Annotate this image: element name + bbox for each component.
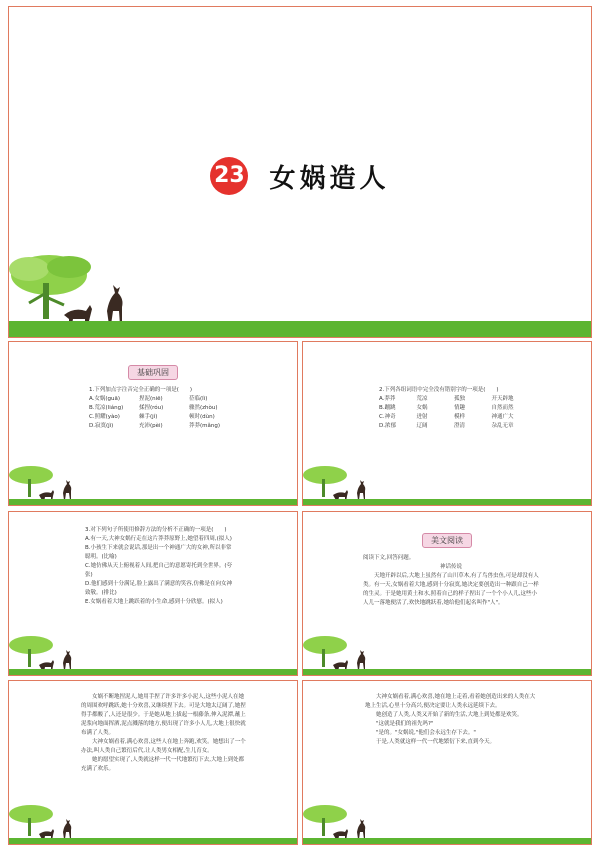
option-item: D.他们感到十分满足,脸上露出了满意的笑容,仿佛是在向女神致敬。(排比) (85, 581, 232, 596)
exercise-slide-2 (302, 341, 592, 506)
question-text: 3.对下列句子所使用修辞方法的分析不正确的一项是( ) (85, 527, 227, 533)
option-item: B.小孩生下来就会说话,那是出一个神通广大的女神,所以非常聪明。(比喻) (85, 545, 232, 560)
tree-deer-scenery (303, 635, 592, 675)
reading-paragraph: 大神女娲看着,满心欢喜,这些人在地上奔跑,欢笑。她想出了一个办法,叫人类自己繁衍后代,让人类男女相配,生儿育女。 (81, 739, 246, 754)
question-block (85, 526, 235, 607)
reading-passage (365, 693, 537, 747)
option-row: A.女娲(guā) 捏泥(niē) 莅临(lì) (89, 396, 208, 402)
question-text: 2.下列各组词语中完全没有错别字的一项是( ) (379, 387, 499, 393)
option-item: C.她仿佛从天上俯视着人间,把自己的意愿寄托到全世界。(夸张) (85, 563, 232, 578)
reading-paragraph: 女娲不断地捏泥人,她用手捏了许多许多小泥人,这些小泥人在她的周围欢呼跳跃,她十分欢喜,又继续捏下去。可是大地太辽阔了,她捏得手都酸了,人还是很少。于是她从地上拔起一根藤条,伸入泥潭,蘸上泥浆向地面挥洒,泥点溅落的地方,便出现了许多小人儿,大地上很快就布满了人类。 (81, 694, 246, 736)
reading-paragraph: 于是,人类就这样一代一代地繁衍下来,直到今天。 (376, 739, 495, 745)
reading-passage (81, 693, 247, 774)
tree-deer-scenery (9, 804, 298, 844)
lesson-title: 女娲造人 (269, 163, 390, 194)
tree-deer-scenery (9, 465, 298, 505)
option-row: C.神奇 迸射 模样 神通广大 (379, 414, 514, 420)
exercise-slide-1 (8, 341, 298, 506)
tree-deer-scenery (303, 804, 592, 844)
reading-paragraph: 她创造了人类,人类又开始了新的生活,大地上到处都是欢笑。 (376, 712, 523, 718)
tree-deer-scenery (9, 635, 298, 675)
reading-slide-1 (302, 511, 592, 676)
lesson-number-badge: 23 (210, 157, 248, 195)
question-block (379, 386, 529, 431)
tree-deer-scenery (9, 247, 592, 337)
option-row: D.寂寞(jì) 充沛(pèi) 莽莽(mǎng) (89, 423, 220, 429)
reading-slide-3 (302, 680, 592, 845)
exercise-slide-3 (8, 511, 298, 676)
section-badge (9, 360, 297, 380)
question-block (89, 386, 239, 431)
title-slide (8, 6, 592, 338)
tree-deer-scenery (303, 465, 592, 505)
option-row: B.荒凉(liáng) 揉捏(róu) 骤然(zhòu) (89, 405, 218, 411)
reading-intro: 阅读下文,回答问题。 (363, 555, 415, 561)
reading-slide-2 (8, 680, 298, 845)
option-row: D.浓郁 辽阔 澄清 杂乱无章 (379, 423, 514, 429)
title-block (9, 157, 591, 195)
option-row: C.照耀(yào) 棘手(jí) 顿时(dùn) (89, 414, 215, 420)
badge-label: 基础巩固 (128, 365, 178, 380)
option-row: A.莽莽 荒凉 孤独 开天辟地 (379, 396, 514, 402)
question-text: 1.下列加点字注音完全正确的一项是( ) (89, 387, 193, 393)
option-row: B.蹦跳 女娲 情趣 自然而然 (379, 405, 514, 411)
reading-text: 天地开辟以后,大地上虽然有了山川草木,有了鸟兽虫鱼,可是却没有人类。有一天,女娲看着大地,感到十分寂寞,她决定要创造出一种跟自己一样的生灵。于是她用黄土和水,照着自己的样子捏出了一个个小人儿,这些小人儿一落地便活了,欢快地跳跃着,她给他们起名叫作"人"。 (363, 573, 539, 606)
reading-passage (363, 554, 539, 608)
reading-heading: 神话传说 (439, 564, 462, 570)
option-item: E.女娲看着大地上跳跃着的小生命,感到十分欣慰。(拟人) (85, 599, 223, 605)
reading-paragraph: 她的愿望实现了,人类就这样一代一代地繁衍下去,大地上到处都充满了欢乐。 (81, 757, 244, 772)
badge-label: 美文阅读 (422, 533, 472, 548)
option-item: A.有一天,大神女娲行走在这片莽莽原野上,她望着四周,(拟人) (85, 536, 232, 542)
reading-paragraph: "这就是我们的祖先吗?" (376, 721, 434, 727)
reading-paragraph: 大神女娲看着,满心欢喜,她在地上走着,看着她创造出来的人类在大地上生活,心里十分高兴,便决定要让人类永远延续下去。 (365, 694, 536, 709)
section-badge (303, 528, 591, 548)
reading-paragraph: "是的。"女娲说,"他们会永远生存下去。" (376, 730, 476, 736)
